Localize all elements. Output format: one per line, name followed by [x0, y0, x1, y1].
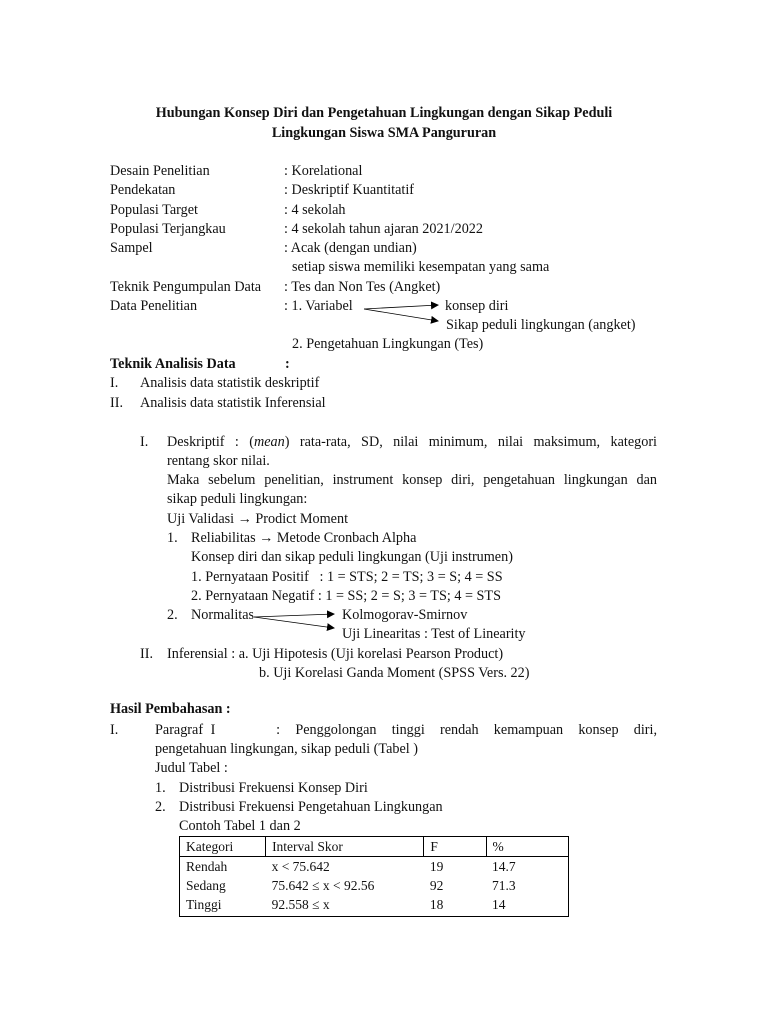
positive-statement-scale: 1. Pernyataan Positif : 1 = STS; 2 = TS; 3 = S; 4 = SS — [191, 569, 503, 585]
table-header-row — [180, 837, 569, 857]
design-label: Teknik Pengumpulan Data — [110, 279, 262, 295]
table-cell: Rendah — [186, 859, 228, 874]
table-titles-label: Judul Tabel : — [155, 760, 228, 776]
normalitas-arrow-down-icon — [254, 617, 334, 628]
table-header-cell: Interval Skor — [266, 837, 424, 857]
design-label: Data Penelitian — [110, 298, 198, 314]
frequency-table — [179, 836, 569, 917]
normality-label: Normalitas — [191, 607, 255, 623]
descriptive-line-3: Maka sebelum penelitian, instrument konsep diri, pengetahuan lingkungan dan — [167, 472, 657, 488]
reliability-number: 1. — [167, 530, 178, 546]
design-value: setiap siswa memiliki kesempatan yang sama — [292, 259, 550, 275]
negative-statement-scale: 2. Pernyataan Negatif : 1 = SS; 2 = S; 3 = TS; 4 = STS — [191, 588, 501, 604]
results-heading: Hasil Pembahasan : — [110, 701, 231, 717]
design-label: Pendekatan — [110, 182, 176, 198]
paragraph-1-line-1: Paragraf I : Penggolongan tinggi rendah kemampuan konsep diri, — [155, 722, 657, 738]
normality-branch-2: Uji Linearitas : Test of Linearity — [342, 626, 526, 642]
table-header-cell: Kategori — [180, 837, 266, 857]
validity-test: Uji Validasi → Prodict Moment — [167, 511, 349, 527]
design-label: Sampel — [110, 240, 153, 256]
paragraph-1-line-2: pengetahuan lingkungan, sikap peduli (Tabel ) — [155, 741, 418, 757]
table-header-cell: F — [424, 837, 486, 857]
descriptive-text: Deskriptif : ( — [167, 434, 254, 450]
table-title-2: Distribusi Frekuensi Pengetahuan Lingkungan — [179, 799, 443, 815]
analysis-item-number: I. — [110, 375, 119, 391]
table-cell: x < 75.642 — [271, 859, 330, 874]
analysis-colon: : — [285, 356, 290, 372]
table-row — [180, 876, 569, 895]
variabel-branch-2: Sikap peduli lingkungan (angket) — [446, 317, 636, 333]
results-number: I. — [110, 722, 119, 738]
table-cell: 92 — [429, 878, 444, 893]
design-value: : 4 sekolah — [284, 202, 346, 218]
table-header-cell: % — [486, 837, 568, 857]
inferential-b: b. Uji Korelasi Ganda Moment (SPSS Vers. 22) — [259, 665, 530, 681]
design-label: Desain Penelitian — [110, 163, 210, 179]
design-value: : Acak (dengan undian) — [284, 240, 417, 256]
document-title-line-2: Lingkungan Siswa SMA Pangururan — [271, 125, 497, 141]
table-cell: 92.558 ≤ x — [271, 897, 330, 912]
design-value: : Korelational — [284, 163, 363, 179]
analysis-item-number: II. — [110, 395, 123, 411]
variabel-arrow-right-icon — [364, 305, 438, 309]
variabel-arrow-down-icon — [364, 309, 438, 321]
variabel-item-2: 2. Pengetahuan Lingkungan (Tes) — [292, 336, 484, 352]
table-cell: Tinggi — [186, 897, 222, 912]
descriptive-number: I. — [140, 434, 149, 450]
table-cell: Sedang — [186, 878, 226, 893]
document-title-line-1: Hubungan Konsep Diri dan Pengetahuan Lingkungan dengan Sikap Peduli — [155, 105, 613, 121]
table-title-number: 2. — [155, 799, 166, 815]
table-cell: 18 — [429, 897, 444, 912]
analysis-heading: Teknik Analisis Data — [110, 356, 236, 372]
normality-branch-1: Kolmogorav-Smirnov — [342, 607, 468, 623]
design-label: Populasi Terjangkau — [110, 221, 226, 237]
normalitas-arrow-right-icon — [254, 614, 334, 617]
inferential-number: II. — [140, 646, 153, 662]
descriptive-line-1 — [167, 433, 657, 453]
table-cell: 14.7 — [492, 859, 516, 874]
variabel-branch-1: konsep diri — [445, 298, 509, 314]
descriptive-text: ) rata-rata, SD, nilai minimum, nilai maksimum, kategori — [284, 434, 657, 450]
design-label: Populasi Target — [110, 202, 198, 218]
design-value: : 4 sekolah tahun ajaran 2021/2022 — [284, 221, 483, 237]
table-title-number: 1. — [155, 780, 166, 796]
descriptive-line-2: rentang skor nilai. — [167, 453, 270, 469]
table-cell: 71.3 — [492, 878, 516, 893]
table-row — [180, 857, 569, 877]
reliability-subtitle: Konsep diri dan sikap peduli lingkungan (Uji instrumen) — [191, 549, 513, 565]
descriptive-mean: mean — [254, 434, 285, 450]
reliability-test: Reliabilitas → Metode Cronbach Alpha — [191, 530, 417, 546]
analysis-item-text: Analisis data statistik deskriptif — [140, 375, 320, 391]
inferential-a: Inferensial : a. Uji Hipotesis (Uji korelasi Pearson Product) — [167, 646, 504, 662]
table-cell: 75.642 ≤ x < 92.56 — [271, 878, 375, 893]
table-cell: 19 — [429, 859, 444, 874]
design-value: : Deskriptif Kuantitatif — [284, 182, 415, 198]
table-title-1: Distribusi Frekuensi Konsep Diri — [179, 780, 368, 796]
analysis-item-text: Analisis data statistik Inferensial — [140, 395, 326, 411]
design-value: : 1. Variabel — [284, 298, 353, 314]
design-value: : Tes dan Non Tes (Angket) — [284, 279, 441, 295]
descriptive-line-4: sikap peduli lingkungan: — [167, 491, 308, 507]
table-row — [180, 895, 569, 917]
table-cell: 14 — [492, 897, 506, 912]
example-table-label: Contoh Tabel 1 dan 2 — [179, 818, 301, 834]
normality-number: 2. — [167, 607, 178, 623]
